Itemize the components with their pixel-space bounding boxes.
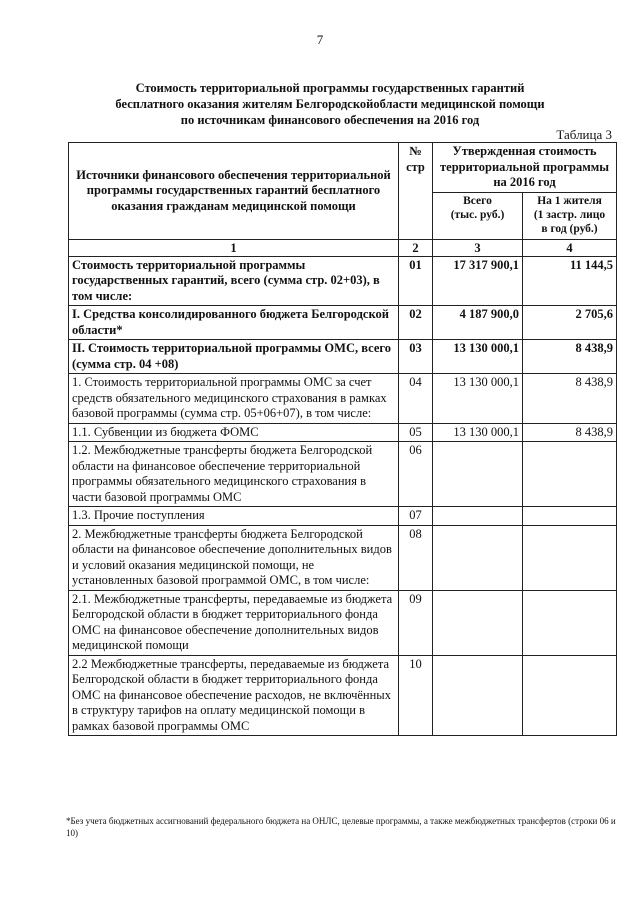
row-per-capita: 8 438,9 (523, 423, 617, 442)
header-per-capita (523, 192, 617, 239)
column-number: 1 (69, 239, 399, 256)
title-line-3: по источникам финансового обеспечения на 2016 год (180, 113, 480, 127)
row-number: 07 (399, 507, 433, 526)
row-source: 1.2. Межбюджетные трансферты бюджета Белгородской области на финансовое обеспечение территориальной программы обязательного медицинского страхования в части базовой программы ОМС (69, 442, 399, 507)
header-source: Источники финансового обеспечения территориальной программы государственных гарантий бесплатного оказания гражданам медицинской помощи (69, 143, 399, 240)
header-total-line-2: (тыс. руб.) (450, 208, 505, 221)
row-source: 1.3. Прочие поступления (69, 507, 399, 526)
column-number: 2 (399, 239, 433, 256)
row-source: Стоимость территориальной программы государственных гарантий, всего (сумма стр. 02+03), в том числе: (69, 256, 399, 306)
row-per-capita (523, 442, 617, 507)
row-per-capita (523, 507, 617, 526)
row-total: 13 130 000,1 (433, 374, 523, 424)
row-total: 4 187 900,0 (433, 306, 523, 340)
row-source: 2.1. Межбюджетные трансферты, передаваемые из бюджета Белгородской области в бюджет территориального фонда ОМС на финансовое обеспечение дополнительных видов медицинской помощи (69, 590, 399, 655)
row-number: 06 (399, 442, 433, 507)
funding-sources-table (68, 142, 617, 736)
row-total (433, 590, 523, 655)
row-total (433, 655, 523, 736)
row-total (433, 507, 523, 526)
header-no-line-1: № (409, 144, 422, 158)
row-number: 08 (399, 525, 433, 590)
table-row (69, 306, 617, 340)
row-per-capita (523, 590, 617, 655)
header-total-line-1: Всего (463, 194, 492, 207)
header-per-line-1: На 1 жителя (537, 194, 602, 207)
title-line-1: Стоимость территориальной программы государственных гарантий (135, 81, 525, 95)
row-per-capita (523, 655, 617, 736)
page-number: 7 (316, 32, 324, 47)
column-numbers-row (69, 239, 617, 256)
row-source: II. Стоимость территориальной программы ОМС, всего (сумма стр. 04 +08) (69, 340, 399, 374)
table-caption: Таблица 3 (556, 127, 612, 142)
header-row-number (399, 143, 433, 240)
header-no-line-2: стр (406, 159, 425, 174)
row-number: 04 (399, 374, 433, 424)
header-approved-cost: Утвержденная стоимость территориальной программы на 2016 год (433, 143, 617, 193)
row-total: 13 130 000,1 (433, 340, 523, 374)
row-total: 13 130 000,1 (433, 423, 523, 442)
row-total: 17 317 900,1 (433, 256, 523, 306)
footnote: *Без учета бюджетных ассигнований федерального бюджета на ОНЛС, целевые программы, а также межбюджетных трансфертов (строки 06 и 10) (66, 816, 616, 838)
row-per-capita: 8 438,9 (523, 374, 617, 424)
table-row (69, 340, 617, 374)
row-number: 09 (399, 590, 433, 655)
row-number: 05 (399, 423, 433, 442)
row-source: I. Средства консолидированного бюджета Белгородской области* (69, 306, 399, 340)
row-per-capita: 2 705,6 (523, 306, 617, 340)
row-per-capita: 8 438,9 (523, 340, 617, 374)
document-title (60, 80, 600, 128)
row-total (433, 525, 523, 590)
table-row (69, 423, 617, 442)
table-row (69, 256, 617, 306)
table-row (69, 442, 617, 507)
row-source: 1. Стоимость территориальной программы ОМС за счет средств обязательного медицинского страхования в рамках базовой программы (сумма стр. 05+06+07), в том числе: (69, 374, 399, 424)
column-number: 4 (523, 239, 617, 256)
row-number: 10 (399, 655, 433, 736)
table-row (69, 525, 617, 590)
table-row (69, 590, 617, 655)
row-source: 2.2 Межбюджетные трансферты, передаваемые из бюджета Белгородской области в бюджет территориального фонда ОМС на финансовое обеспечение расходов, не включённых в структуру тарифов на оплату медицинской помощи в рамках базовой программы ОМС (69, 655, 399, 736)
row-number: 03 (399, 340, 433, 374)
row-number: 01 (399, 256, 433, 306)
row-total (433, 442, 523, 507)
row-per-capita (523, 525, 617, 590)
header-per-line-2: (1 застр. лицо (533, 208, 606, 221)
header-row-1 (69, 143, 617, 193)
row-number: 02 (399, 306, 433, 340)
table-row (69, 655, 617, 736)
row-source: 2. Межбюджетные трансферты бюджета Белгородской области на финансовое обеспечение дополнительных видов и условий оказания медицинской помощи, не установленных базовой программой ОМС, в том числе: (69, 525, 399, 590)
header-per-line-3: в год (руб.) (541, 222, 598, 235)
column-number: 3 (433, 239, 523, 256)
header-total (433, 192, 523, 239)
title-line-2: бесплатного оказания жителям Белгородскойобласти медицинской помощи (115, 97, 545, 111)
table-row (69, 507, 617, 526)
row-per-capita: 11 144,5 (523, 256, 617, 306)
table-row (69, 374, 617, 424)
row-source: 1.1. Субвенции из бюджета ФОМС (69, 423, 399, 442)
